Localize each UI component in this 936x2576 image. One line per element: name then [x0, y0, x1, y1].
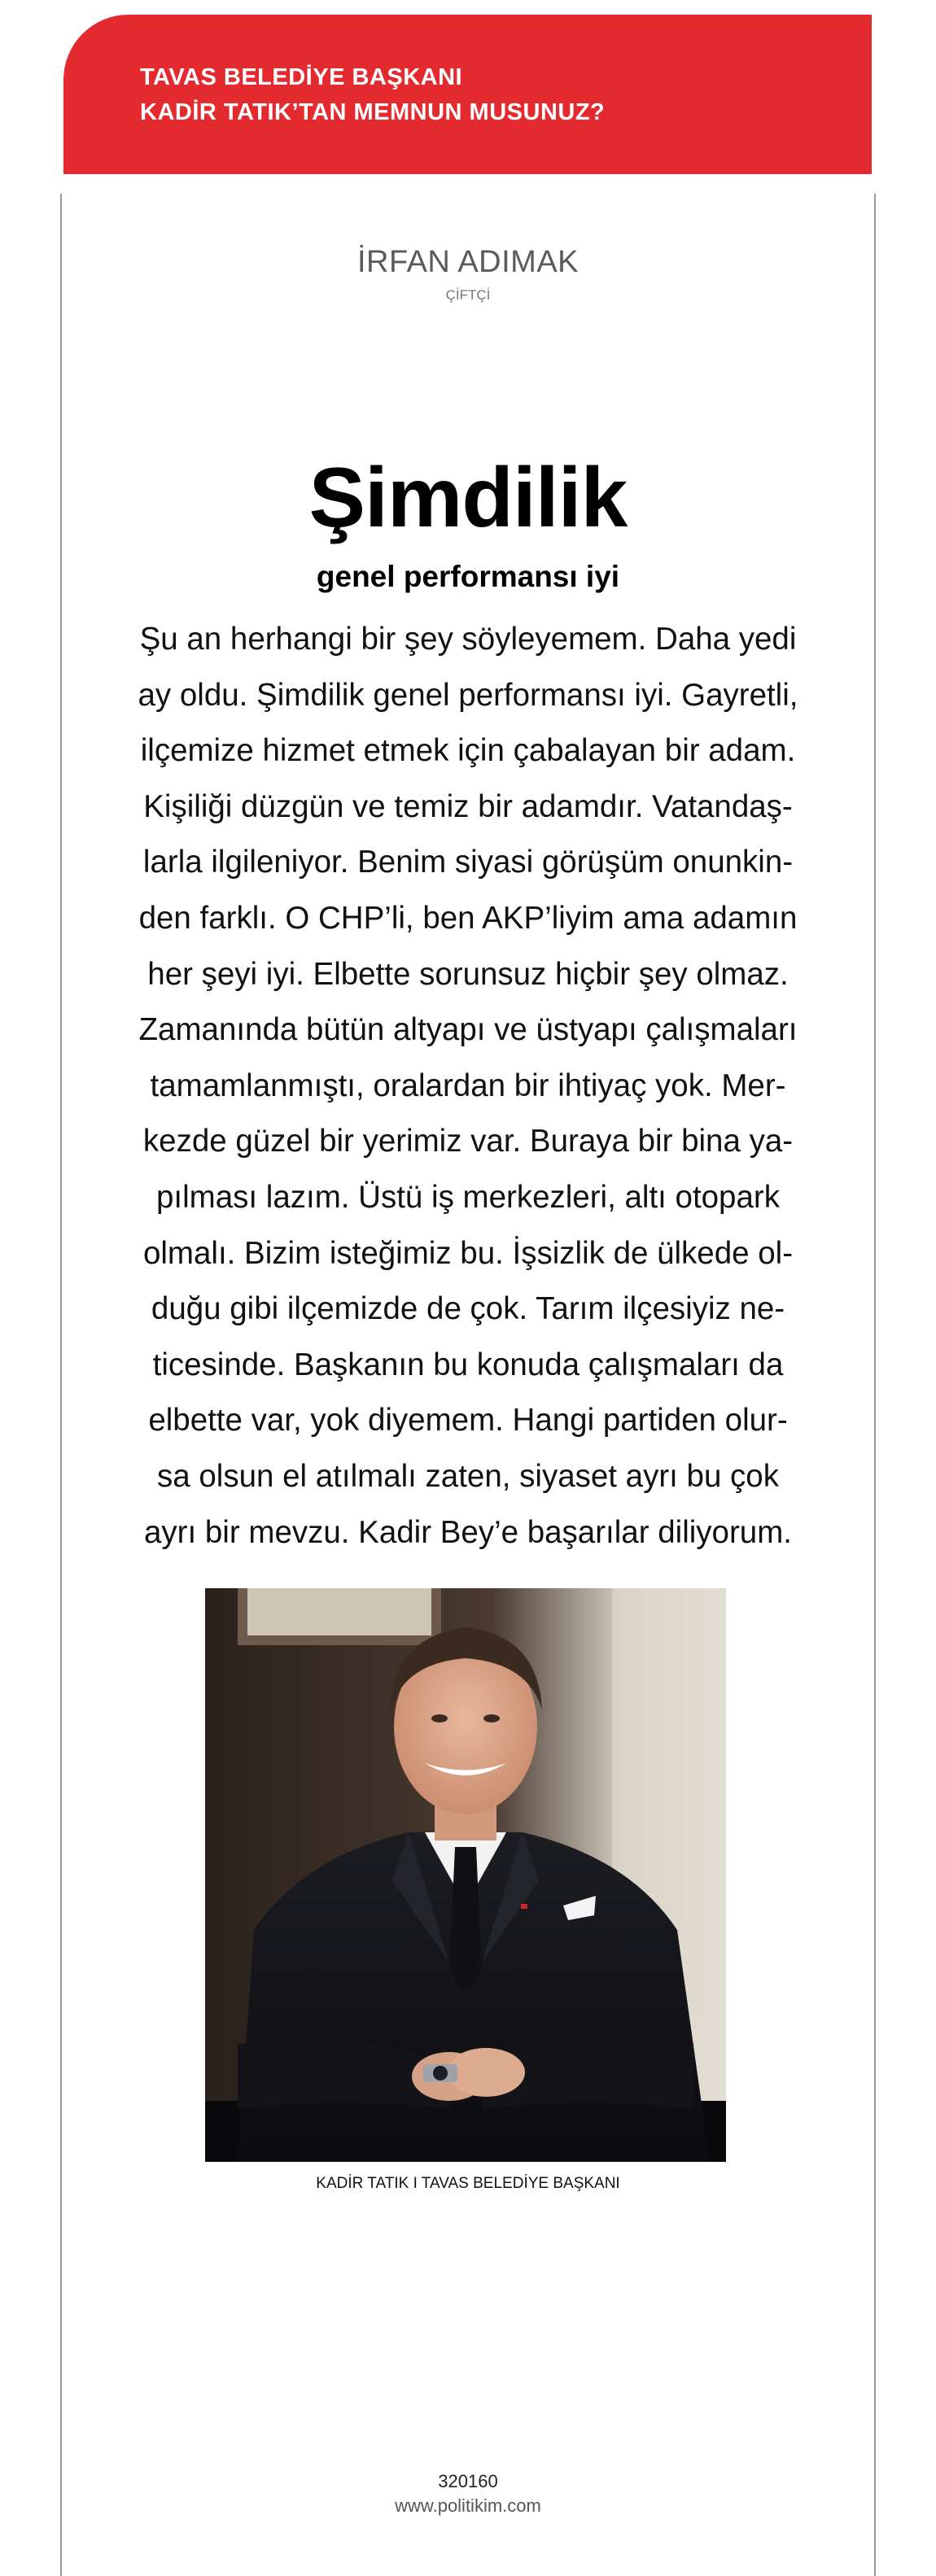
body-line: ay oldu. Şimdilik genel performansı iyi. Gayretli,	[138, 677, 798, 713]
article-headline: Şimdilik	[308, 451, 628, 545]
author-role: ÇİFTÇİ	[445, 287, 491, 303]
body-line: ticesinde. Başkanın bu konuda çalışmaları da	[152, 1347, 784, 1382]
body-line: ayrı bir mevzu. Kadir Bey’e başarılar diliyorum.	[144, 1514, 792, 1550]
header-line-2: KADİR TATIK’TAN MEMNUN MUSUNUZ?	[140, 99, 606, 125]
body-line: her şeyi iyi. Elbette sorunsuz hiçbir şey olmaz.	[147, 956, 789, 992]
author-name: İRFAN ADIMAK	[356, 245, 580, 279]
mayor-portrait-photo	[205, 1588, 726, 2162]
body-line: Zamanında bütün altyapı ve üstyapı çalışmaları	[138, 1012, 798, 1048]
body-line: tamamlanmıştı, oralardan bir ihtiyaç yok. Mer-	[150, 1068, 786, 1103]
body-line: pılması lazım. Üstü iş merkezleri, altı otopark	[156, 1179, 780, 1215]
frame-left-border	[60, 194, 62, 2576]
article-body	[114, 612, 822, 1561]
header-line-1: TAVAS BELEDİYE BAŞKANI	[140, 64, 463, 90]
website-link[interactable]: www.politikim.com	[395, 2495, 541, 2516]
body-line: larla ilgileniyor. Benim siyasi görüşüm onunkin-	[142, 845, 794, 880]
photo-caption: KADİR TATIK I TAVAS BELEDİYE BAŞKANI	[316, 2175, 620, 2192]
body-line: Şu an herhangi bir şey söyleyemem. Daha yedi	[139, 622, 797, 657]
page-number: 320160	[438, 2471, 498, 2491]
article-subheadline: genel performansı iyi	[316, 560, 620, 593]
body-line: duğu gibi ilçemizde de çok. Tarım ilçesiyiz ne-	[151, 1291, 785, 1327]
body-line: olmalı. Bizim isteğimiz bu. İşsizlik de ülkede ol-	[142, 1235, 794, 1271]
body-line: sa olsun el atılmalı zaten, siyaset ayrı bu çok	[157, 1458, 779, 1494]
frame-right-border	[874, 194, 876, 2576]
header-banner	[63, 15, 872, 174]
body-line: kezde güzel bir yerimiz var. Buraya bir bina ya-	[142, 1124, 794, 1159]
body-line: Kişiliği düzgün ve temiz bir adamdır. Vatandaş-	[143, 788, 793, 824]
body-line: ilçemize hizmet etmek için çabalayan bir adam.	[140, 733, 796, 769]
body-line: den farklı. O CHP’li, ben AKP’liyim ama adamın	[138, 900, 798, 936]
body-line: elbette var, yok diyemem. Hangi partiden olur-	[148, 1403, 788, 1439]
